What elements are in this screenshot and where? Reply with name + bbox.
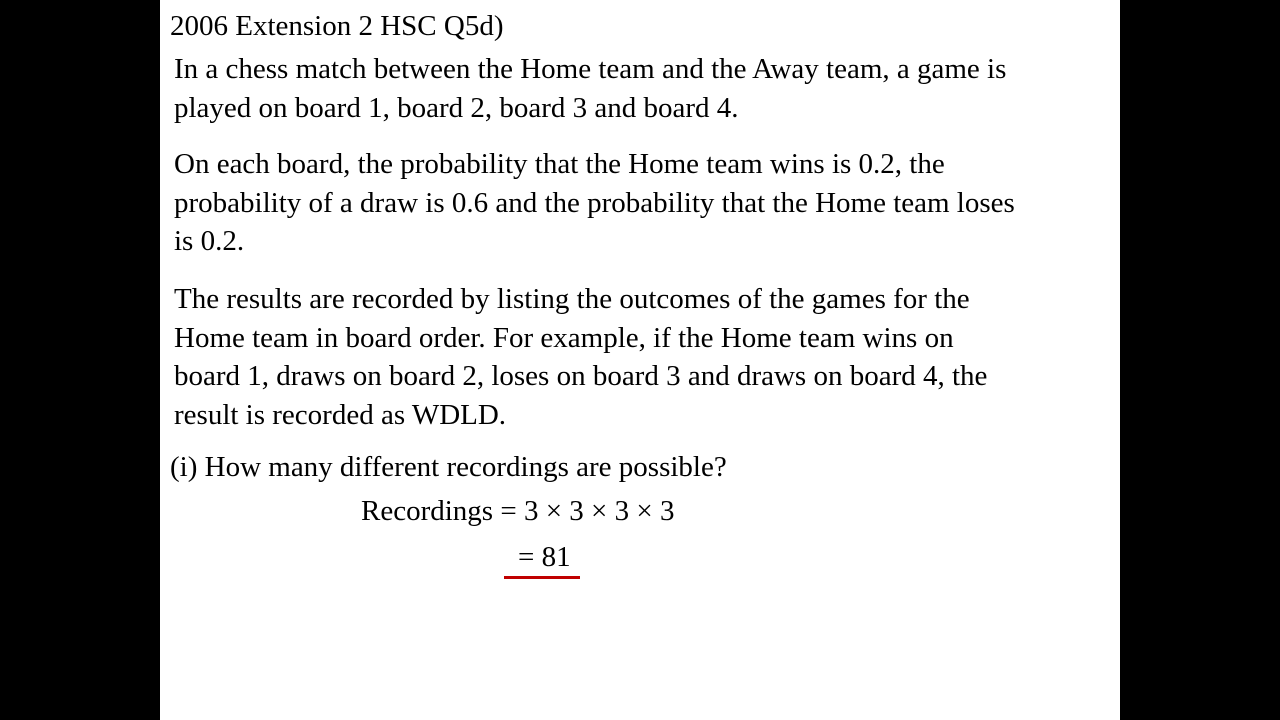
working-line-1: Recordings = 3 × 3 × 3 × 3 bbox=[361, 495, 675, 527]
question-title: 2006 Extension 2 HSC Q5d) bbox=[170, 10, 504, 42]
paragraph-line: played on board 1, board 2, board 3 and board 4. bbox=[174, 91, 739, 124]
answer-underline bbox=[504, 576, 580, 579]
paragraph-line: probability of a draw is 0.6 and the probability that the Home team loses bbox=[174, 186, 1015, 219]
paragraph-intro bbox=[174, 50, 1114, 127]
paragraph-probabilities bbox=[174, 145, 1114, 261]
paragraph-line: On each board, the probability that the Home team wins is 0.2, the bbox=[174, 148, 945, 180]
working-line-2: = 81 bbox=[518, 541, 571, 573]
paragraph-line: result is recorded as WDLD. bbox=[174, 398, 507, 431]
paragraph-line: In a chess match between the Home team and the Away team, a game is bbox=[174, 53, 1007, 85]
slide bbox=[160, 0, 1120, 720]
sub-question: (i) How many different recordings are possible? bbox=[170, 451, 727, 483]
paragraph-line: is 0.2. bbox=[174, 225, 245, 257]
paragraph-line: The results are recorded by listing the outcomes of the games for the bbox=[174, 283, 970, 315]
paragraph-line: board 1, draws on board 2, loses on board 3 and draws on board 4, the bbox=[174, 360, 988, 392]
paragraph-line: Home team in board order. For example, if the Home team wins on bbox=[174, 321, 954, 354]
paragraph-recording bbox=[174, 280, 1114, 434]
